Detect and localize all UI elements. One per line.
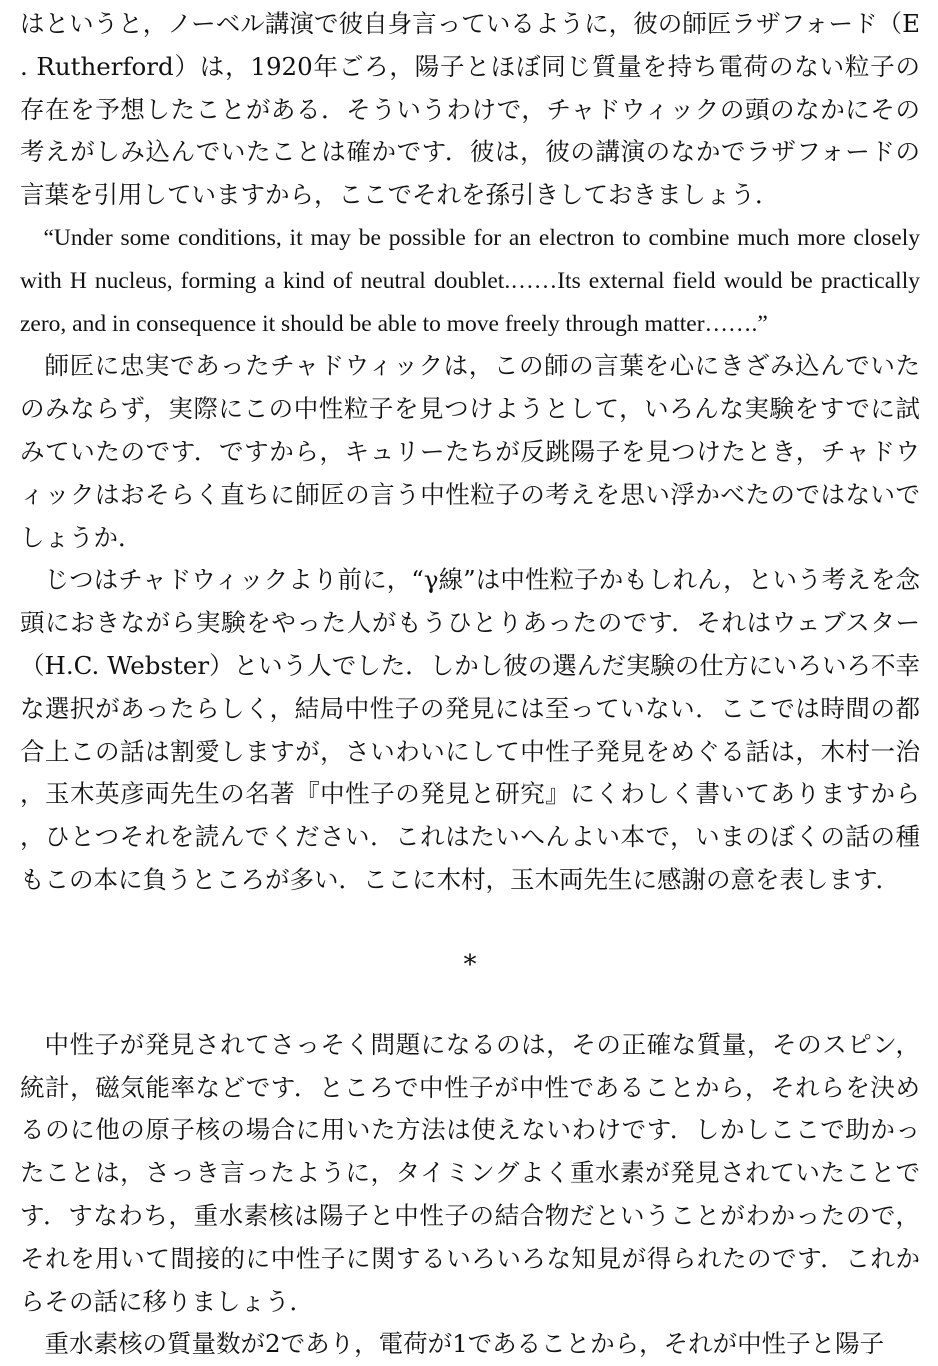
paragraph-rutherford-quote: “Under some conditions, it may be possible for an electron to combine much more closely with H nucleus, forming a kind of neutral doublet.……Its external field would be practically zero, and in consequence it should be able to move freely through matter…….”	[20, 224, 920, 337]
document-page	[20, 0, 920, 1359]
paragraph-chadwick-neutral-particle: 師匠に忠実であったチャドウィックは，この師の言葉を心にきざみ込んでいたのみならず，実際にこの中性粒子を見つけようとして，いろんな実験をすでに試みていたのです．ですから，キュリーたちが反跳陽子を見つけたとき，チャドウィックはおそらく直ちに師匠の言う中性粒子の考えを思い浮かべたのではないでしょうか．	[20, 351, 920, 552]
paragraph-neutron-properties: 中性子が発見されてさっそく問題になるのは，その正確な質量，そのスピン，統計，磁気能率などです．ところで中性子が中性であることから，それらを決めるのに他の原子核の場合に用いた方法は使えないわけです．しかしここで助かったことは，さっき言ったように，タイミングよく重水素が発見されていたことです．すなわち，重水素核は陽子と中性子の結合物だということがわかったので，それを用いて間接的に中性子に関するいろいろな知見が得られたのです．これからその話に移りましょう．	[20, 1029, 920, 1316]
section-separator: *	[463, 949, 477, 980]
paragraph-rutherford-prediction: はというと，ノーベル講演で彼自身言っているように，彼の師匠ラザフォード（E. Rutherford）は，1920年ごろ，陽子とほぼ同じ質量を持ち電荷のない粒子の存在を予想したことがある．そういうわけで，チャドウィックの頭のなかにその考えがしみ込んでいたことは確かです．彼は，彼の講演のなかでラザフォードの言葉を引用していますから，ここでそれを孫引きしておきましょう．	[20, 9, 920, 210]
paragraph-deuteron-mass-number: 重水素核の質量数が2であり，電荷が1であることから，それが中性子と陽子	[44, 1329, 885, 1359]
paragraph-webster-experiment: じつはチャドウィックより前に，“γ線”は中性粒子かもしれん，という考えを念頭におきながら実験をやった人がもうひとりあったのです．それはウェブスター（H.C. Webster）という人でした．しかし彼の選んだ実験の仕方にいろいろ不幸な選択があったらしく，結局中性子の発見には至っていない．ここでは時間の都合上この話は割愛しますが，さいわいにして中性子発見をめぐる話は，木村一治，玉木英彦両先生の名著『中性子の発見と研究』にくわしく書いてありますから，ひとつそれを読んでください．これはたいへんよい本で，いまのぼくの話の種もこの本に負うところが多い．ここに木村，玉木両先生に感謝の意を表します．	[20, 565, 920, 894]
